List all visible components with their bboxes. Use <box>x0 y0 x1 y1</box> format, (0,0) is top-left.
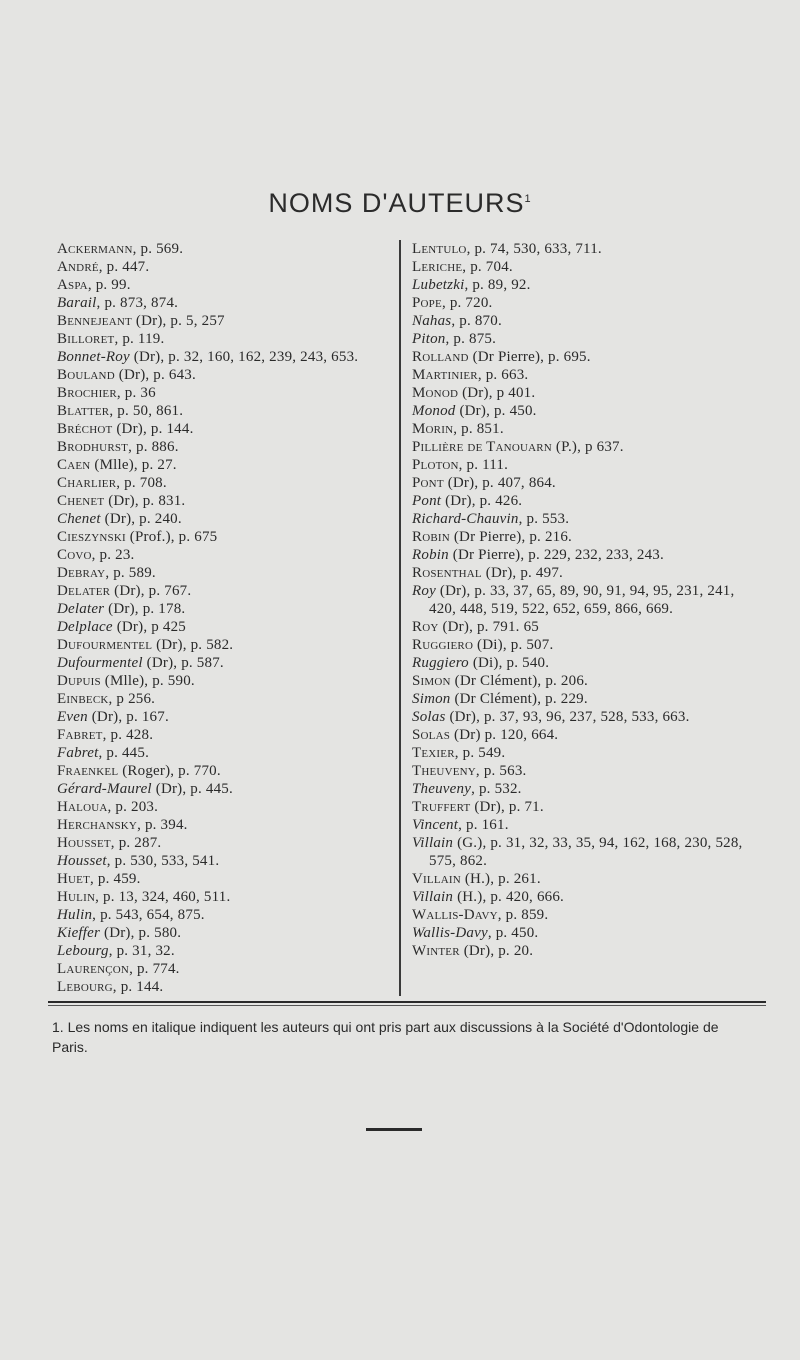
page-references: (Dr), p. 178. <box>104 601 186 617</box>
page-references: (Di), p. 507. <box>473 637 554 653</box>
index-entry <box>57 654 392 672</box>
author-name: Texier <box>412 745 455 761</box>
footnote <box>52 1017 758 1057</box>
author-name: Kieffer <box>57 925 101 941</box>
index-entry <box>57 924 392 942</box>
page-references: , p. 394. <box>137 817 188 833</box>
index-entry <box>412 258 752 276</box>
page-references: , p. 886. <box>128 439 179 455</box>
index-entry <box>57 708 392 726</box>
page-references: , p. 851. <box>453 421 504 437</box>
author-name: Chenet <box>57 493 105 509</box>
index-entry <box>412 582 752 618</box>
page-references: (Mlle), p. 590. <box>100 673 195 689</box>
index-entry <box>412 384 752 402</box>
author-name: Winter <box>412 943 460 959</box>
right-column <box>412 240 752 960</box>
index-entry <box>412 906 752 924</box>
page-references: , p. 23. <box>91 547 135 563</box>
author-name: Monod <box>412 403 456 419</box>
author-name: Haloua <box>57 799 108 815</box>
page-references: , p. 99. <box>87 277 131 293</box>
column-divider <box>399 240 401 996</box>
page-references: , p. 459. <box>90 871 141 887</box>
page-references: (P.), p 637. <box>551 439 624 455</box>
page-references: , p. 50, 861. <box>109 403 184 419</box>
author-name: Bouland <box>57 367 115 383</box>
page-references: , p. 549. <box>454 745 506 761</box>
author-name: Fraenkel <box>57 763 119 779</box>
author-name: Rolland <box>412 349 469 365</box>
index-entry <box>57 258 392 276</box>
author-name: Theuveny <box>412 763 476 779</box>
index-entry <box>57 600 392 618</box>
index-entry <box>412 870 752 888</box>
index-entry <box>412 708 752 726</box>
page-references: , p. 89, 92. <box>464 277 531 293</box>
author-name: Fabret <box>57 745 99 761</box>
author-name: Ruggiero <box>412 637 474 653</box>
index-entry <box>57 528 392 546</box>
page-references: , p. 774. <box>129 961 180 977</box>
footnote-marker: 1 <box>524 193 532 205</box>
page-references: (Dr Clément), p. 206. <box>450 673 588 689</box>
index-entry <box>57 240 392 258</box>
author-name: Housset <box>57 853 107 869</box>
author-name: Delater <box>57 583 111 599</box>
index-entry <box>57 744 392 762</box>
index-entry <box>57 312 392 330</box>
author-name: André <box>57 259 99 275</box>
page-references: (Dr), p. 450. <box>455 403 537 419</box>
page-references: , p. 445. <box>98 745 150 761</box>
author-name: Hulin <box>57 907 93 923</box>
index-entry <box>412 330 752 348</box>
page-references: , p. 704. <box>462 259 513 275</box>
page-references: , p. 553. <box>518 511 570 527</box>
author-name: Morin <box>412 421 454 437</box>
author-name: Nahas <box>412 313 452 329</box>
index-entry <box>412 798 752 816</box>
index-entry <box>412 636 752 654</box>
page-references: , p. 720. <box>441 295 493 311</box>
index-entry <box>57 690 392 708</box>
author-name: Einbeck <box>57 691 109 707</box>
index-entry <box>57 276 392 294</box>
page-references: , p. 873, 874. <box>96 295 179 311</box>
index-entry <box>57 942 392 960</box>
page-references: (Dr), p. 407, 864. <box>443 475 556 491</box>
page-references: (Dr), p. 71. <box>470 799 544 815</box>
author-name: Robin <box>412 529 450 545</box>
author-name: Charlier <box>57 475 117 491</box>
author-name: Martinier <box>412 367 478 383</box>
author-name: Chenet <box>57 511 101 527</box>
author-name: Theuveny <box>412 781 472 797</box>
page-references: (Roger), p. 770. <box>118 763 221 779</box>
author-name: Lebourg <box>57 979 113 995</box>
index-entry <box>57 870 392 888</box>
author-name: Pope <box>412 295 442 311</box>
page-references: (Dr), p. 20. <box>459 943 534 959</box>
author-name: Wallis-Davy <box>412 925 488 941</box>
index-entry <box>412 726 752 744</box>
page-references: , p. 74, 530, 633, 711. <box>466 241 602 257</box>
index-entry <box>57 780 392 798</box>
page-references: (Dr), p. 580. <box>100 925 182 941</box>
author-name: Rosenthal <box>412 565 482 581</box>
index-entry <box>57 294 392 312</box>
footnote-number: 1. <box>52 1019 64 1035</box>
page-references: (Dr), p. 791. 65 <box>438 619 539 635</box>
author-name: Monod <box>412 385 459 401</box>
index-entry <box>412 564 752 582</box>
index-entry <box>57 960 392 978</box>
author-name: Ackermann <box>57 241 133 257</box>
index-entry <box>412 474 752 492</box>
page-references: , p. 532. <box>471 781 522 797</box>
author-name: Bréchot <box>57 421 113 437</box>
page-references: (Dr Pierre), p. 216. <box>449 529 572 545</box>
index-entry <box>57 366 392 384</box>
index-entry <box>57 492 392 510</box>
author-name: Villain <box>412 835 454 851</box>
page-references: (Prof.), p. 675 <box>125 529 218 545</box>
page-references: (Dr), p 401. <box>458 385 536 401</box>
page-references: (Mlle), p. 27. <box>90 457 177 473</box>
page-references: , p. 447. <box>98 259 150 275</box>
author-name: Gérard-Maurel <box>57 781 152 797</box>
page-references: , p. 36 <box>116 385 156 401</box>
index-entry <box>412 780 752 798</box>
index-entry <box>412 456 752 474</box>
index-entry <box>412 762 752 780</box>
index-entry <box>412 276 752 294</box>
index-entry <box>57 906 392 924</box>
page-references: , p. 563. <box>475 763 527 779</box>
page-references: , p. 663. <box>477 367 529 383</box>
index-entry <box>412 888 752 906</box>
index-entry <box>57 672 392 690</box>
page-references: , p. 287. <box>110 835 162 851</box>
index-entry <box>412 312 752 330</box>
page-references: (Di), p. 540. <box>468 655 550 671</box>
page-references: , p. 13, 324, 460, 511. <box>95 889 231 905</box>
author-name: Lebourg <box>57 943 109 959</box>
index-entry <box>412 924 752 942</box>
author-name: Fabret <box>57 727 103 743</box>
page-references: (Dr) p. 120, 664. <box>450 727 559 743</box>
page-references: (Dr), p. 445. <box>151 781 233 797</box>
index-entry <box>57 726 392 744</box>
page-references: (Dr), p. 240. <box>100 511 182 527</box>
author-name: Bennejeant <box>57 313 132 329</box>
author-name: Pillière de Tanouarn <box>412 439 552 455</box>
author-name: Debray <box>57 565 106 581</box>
page-references: (Dr), p. 497. <box>481 565 563 581</box>
author-name: Wallis-Davy <box>412 907 498 923</box>
author-name: Truffert <box>412 799 471 815</box>
index-entry <box>412 528 752 546</box>
index-entry <box>57 582 392 600</box>
page-references: , p. 450. <box>487 925 539 941</box>
author-name: Ruggiero <box>412 655 469 671</box>
page-references: , p. 111. <box>458 457 509 473</box>
footnote-rule <box>48 1001 766 1003</box>
index-entry <box>412 834 752 870</box>
index-entry <box>412 438 752 456</box>
author-name: Barail <box>57 295 97 311</box>
page-references: , p. 428. <box>102 727 154 743</box>
page-references: , p. 530, 533, 541. <box>106 853 220 869</box>
index-entry <box>412 654 752 672</box>
page-references: (H.), p. 261. <box>460 871 541 887</box>
author-name: Laurençon <box>57 961 130 977</box>
author-name: Villain <box>412 871 461 887</box>
index-entry <box>57 564 392 582</box>
page-references: , p. 569. <box>132 241 184 257</box>
author-name: Even <box>57 709 88 725</box>
index-entry <box>57 348 392 366</box>
index-entry <box>412 240 752 258</box>
author-name: Caen <box>57 457 91 473</box>
page-references: (Dr), p. 33, 37, 65, 89, 90, 91, 94, 95, 231, 241, 420, 448, 519, 522, 652, 659, 866, 669. <box>429 583 735 617</box>
index-entry <box>57 852 392 870</box>
author-name: Aspa <box>57 277 88 293</box>
page-references: (Dr), p. 32, 160, 162, 239, 243, 653. <box>129 349 359 365</box>
index-entry <box>57 438 392 456</box>
page-references: (Dr), p. 167. <box>87 709 169 725</box>
index-entry <box>412 420 752 438</box>
index-entry <box>57 330 392 348</box>
author-name: Delater <box>57 601 105 617</box>
page-references: , p. 708. <box>116 475 167 491</box>
author-name: Hulin <box>57 889 96 905</box>
index-entry <box>57 474 392 492</box>
author-name: Dufourmentel <box>57 655 143 671</box>
index-entry <box>412 546 752 564</box>
left-column <box>57 240 392 996</box>
page-references: (Dr Pierre), p. 695. <box>468 349 591 365</box>
index-entry <box>57 798 392 816</box>
page-references: , p. 203. <box>107 799 159 815</box>
author-name: Piton <box>412 331 446 347</box>
author-name: Housset <box>57 835 111 851</box>
page-references: (Dr), p. 5, 257 <box>131 313 225 329</box>
page-references: , p. 161. <box>458 817 509 833</box>
index-entry <box>412 294 752 312</box>
footnote-rule-thin <box>48 1005 766 1006</box>
page-references: (Dr Clément), p. 229. <box>450 691 588 707</box>
index-entry <box>412 618 752 636</box>
author-name: Roy <box>412 583 436 599</box>
index-entry <box>412 348 752 366</box>
index-entry <box>412 816 752 834</box>
footnote-text: Les noms en italique indiquent les auteurs qui ont pris part aux discussions à la Société d'Odontologie de Paris. <box>52 1019 719 1055</box>
index-entry <box>57 456 392 474</box>
page-references: (Dr), p. 426. <box>441 493 523 509</box>
page-references: , p. 31, 32. <box>108 943 175 959</box>
page-references: , p. 144. <box>112 979 164 995</box>
page-references: (Dr), p. 587. <box>142 655 224 671</box>
index-entry <box>57 420 392 438</box>
page-references: (G.), p. 31, 32, 33, 35, 94, 162, 168, 230, 528, 575, 862. <box>429 835 743 869</box>
author-name: Simon <box>412 691 451 707</box>
index-entry <box>57 888 392 906</box>
author-name: Dupuis <box>57 673 101 689</box>
author-name: Bonnet-Roy <box>57 349 130 365</box>
page-references: , p. 119. <box>114 331 165 347</box>
author-name: Vincent <box>412 817 459 833</box>
page-references: , p. 543, 654, 875. <box>92 907 205 923</box>
author-name: Dufourmentel <box>57 637 153 653</box>
index-entry <box>57 636 392 654</box>
author-name: Brochier <box>57 385 117 401</box>
author-name: Robin <box>412 547 449 563</box>
page-references: (Dr), p 425 <box>112 619 186 635</box>
author-name: Cieszynski <box>57 529 126 545</box>
page-references: (Dr Pierre), p. 229, 232, 233, 243. <box>448 547 664 563</box>
page-references: , p. 875. <box>445 331 497 347</box>
author-name: Billoret <box>57 331 115 347</box>
page-references: , p. 859. <box>497 907 549 923</box>
index-entry <box>57 978 392 996</box>
index-entry <box>57 618 392 636</box>
author-name: Leriche <box>412 259 463 275</box>
author-name: Blatter <box>57 403 110 419</box>
index-entry <box>412 510 752 528</box>
author-name: Roy <box>412 619 439 635</box>
index-entry <box>412 402 752 420</box>
index-entry <box>412 690 752 708</box>
page-references: (Dr), p. 767. <box>110 583 192 599</box>
page-references: (H.), p. 420, 666. <box>453 889 564 905</box>
title-text: NOMS D'AUTEURS <box>268 188 525 218</box>
author-name: Solas <box>412 727 451 743</box>
end-mark <box>366 1128 422 1131</box>
author-name: Villain <box>412 889 454 905</box>
index-entry <box>57 762 392 780</box>
index-entry <box>412 942 752 960</box>
index-entry <box>57 510 392 528</box>
page-references: (Dr), p. 144. <box>112 421 194 437</box>
author-name: Pont <box>412 475 444 491</box>
author-name: Richard-Chauvin <box>412 511 519 527</box>
index-entry <box>412 744 752 762</box>
page-references: (Dr), p. 643. <box>114 367 196 383</box>
author-name: Lubetzki <box>412 277 465 293</box>
author-name: Covo <box>57 547 92 563</box>
page-references: (Dr), p. 831. <box>104 493 186 509</box>
author-name: Solas <box>412 709 446 725</box>
index-entry <box>57 384 392 402</box>
author-name: Huet <box>57 871 91 887</box>
page-references: , p 256. <box>108 691 156 707</box>
author-name: Delplace <box>57 619 113 635</box>
author-name: Pont <box>412 493 442 509</box>
author-name: Ploton <box>412 457 459 473</box>
index-entry <box>57 546 392 564</box>
index-entry <box>412 672 752 690</box>
author-name: Herchansky <box>57 817 138 833</box>
author-name: Lentulo <box>412 241 467 257</box>
index-entry <box>412 492 752 510</box>
page-references: , p. 589. <box>105 565 156 581</box>
page-references: , p. 870. <box>451 313 502 329</box>
page-references: (Dr), p. 582. <box>152 637 234 653</box>
author-name: Simon <box>412 673 451 689</box>
index-entry <box>57 834 392 852</box>
page-references: (Dr), p. 37, 93, 96, 237, 528, 533, 663. <box>445 709 690 725</box>
index-entry <box>412 366 752 384</box>
author-name: Brodhurst <box>57 439 129 455</box>
page-title <box>0 188 800 219</box>
index-entry <box>57 816 392 834</box>
index-entry <box>57 402 392 420</box>
